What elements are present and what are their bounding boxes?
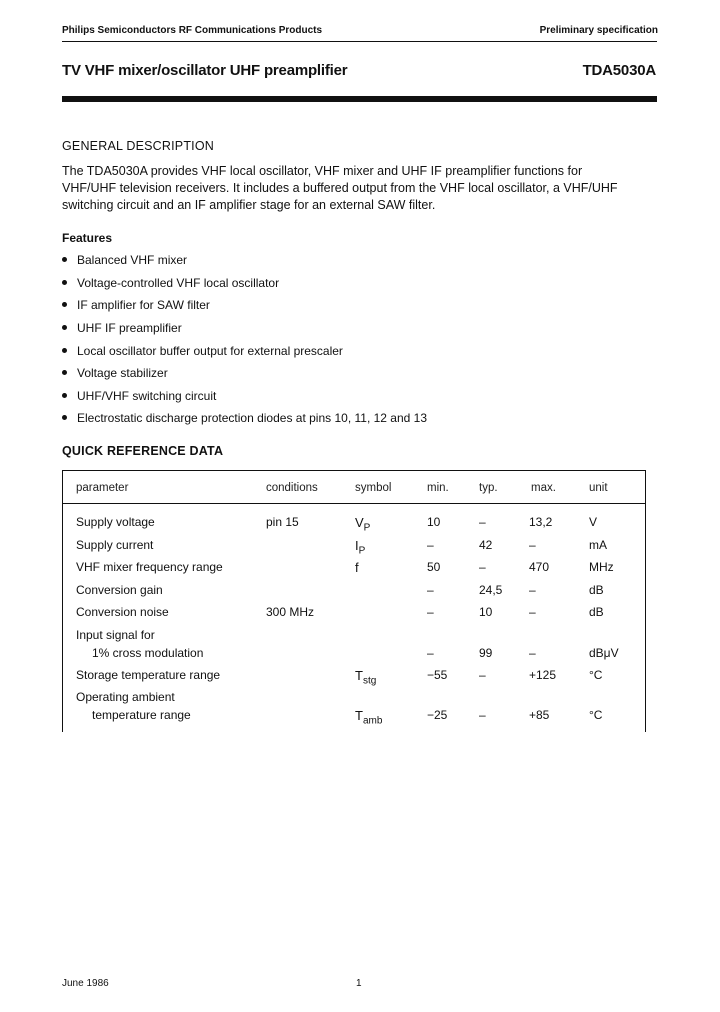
cell-parameter: Storage temperature range	[76, 668, 221, 682]
feature-item	[62, 321, 182, 335]
cell-unit: °C	[589, 668, 603, 682]
feature-text: UHF/VHF switching circuit	[77, 389, 217, 403]
table-header-rule	[63, 503, 645, 504]
cell-unit: MHz	[589, 560, 614, 574]
cell-min: 10	[427, 515, 441, 529]
cell-min: −55	[427, 668, 448, 682]
features-heading: Features	[62, 231, 113, 245]
column-header-typ: typ.	[479, 482, 498, 494]
feature-text: UHF IF preamplifier	[77, 321, 182, 335]
column-header-symbol: symbol	[355, 482, 392, 494]
bullet-icon	[62, 280, 67, 285]
quick-reference-table	[62, 470, 646, 732]
column-header-min: min.	[427, 482, 449, 494]
cell-symbol: $T_{stg}$	[355, 668, 377, 687]
feature-item	[62, 298, 210, 312]
bullet-icon	[62, 370, 67, 375]
cell-min: 50	[427, 560, 441, 574]
quick-reference-heading: QUICK REFERENCE DATA	[62, 444, 224, 458]
bullet-icon	[62, 393, 67, 398]
footer-date: June 1986	[62, 978, 109, 989]
cell-symbol: $T_{amb}$	[355, 708, 383, 727]
cell-parameter: Supply voltage	[76, 515, 155, 529]
cell-min: –	[427, 538, 434, 552]
feature-item	[62, 344, 343, 358]
cell-typ: –	[479, 560, 486, 574]
title-rule	[62, 96, 657, 102]
feature-item	[62, 276, 279, 290]
cell-typ: 24,5	[479, 583, 503, 597]
feature-text: Voltage stabilizer	[77, 366, 168, 380]
cell-parameter: VHF mixer frequency range	[76, 560, 223, 574]
cell-parameter-continued: temperature range	[92, 708, 191, 722]
part-number: TDA5030A	[582, 62, 656, 79]
header-status: Preliminary specification	[539, 25, 658, 36]
cell-parameter: Conversion gain	[76, 583, 163, 597]
cell-max: –	[529, 538, 536, 552]
column-header-max: max.	[531, 482, 556, 494]
cell-parameter: Operating ambient	[76, 690, 175, 704]
cell-parameter-continued: 1% cross modulation	[92, 646, 204, 660]
cell-parameter: Input signal for	[76, 628, 155, 642]
feature-item	[62, 253, 187, 267]
cell-typ: –	[479, 515, 486, 529]
column-header-unit: unit	[589, 482, 608, 494]
cell-unit: °C	[589, 708, 603, 722]
bullet-icon	[62, 257, 67, 262]
cell-min: −25	[427, 708, 448, 722]
cell-typ: –	[479, 668, 486, 682]
cell-min: –	[427, 646, 434, 660]
description-line: The TDA5030A provides VHF local oscillator, VHF mixer and UHF IF preamplifier functions for	[62, 164, 583, 178]
cell-max: –	[529, 583, 536, 597]
document-title: TV VHF mixer/oscillator UHF preamplifier	[62, 62, 348, 79]
cell-unit: dBμV	[589, 646, 619, 660]
feature-item	[62, 366, 168, 380]
feature-text: Electrostatic discharge protection diodes at pins 10, 11, 12 and 13	[77, 411, 427, 425]
cell-symbol: $V_P$	[355, 515, 371, 534]
description-line: switching circuit and an IF amplifier stage for an external SAW filter.	[62, 198, 436, 212]
cell-typ: –	[479, 708, 486, 722]
general-description-text	[62, 163, 662, 214]
description-line: VHF/UHF television receivers. It includes a buffered output from the VHF local oscillator, a VHF/UHF	[62, 181, 618, 195]
feature-text: Voltage-controlled VHF local oscillator	[77, 276, 280, 290]
cell-typ: 99	[479, 646, 493, 660]
cell-min: –	[427, 583, 434, 597]
general-description-heading: GENERAL DESCRIPTION	[62, 139, 214, 153]
cell-max: –	[529, 605, 536, 619]
bullet-icon	[62, 302, 67, 307]
cell-max: 13,2	[529, 515, 553, 529]
bullet-icon	[62, 348, 67, 353]
cell-max: 470	[529, 560, 550, 574]
column-header-conditions: conditions	[266, 482, 318, 494]
feature-text: IF amplifier for SAW filter	[77, 298, 210, 312]
header-rule	[62, 41, 657, 42]
cell-max: +125	[529, 668, 557, 682]
cell-conditions: 300 MHz	[266, 605, 315, 619]
feature-text: Balanced VHF mixer	[77, 253, 188, 267]
cell-unit: dB	[589, 583, 604, 597]
cell-min: –	[427, 605, 434, 619]
cell-parameter: Supply current	[76, 538, 154, 552]
cell-max: –	[529, 646, 536, 660]
column-header-parameter: parameter	[76, 482, 129, 494]
cell-symbol: $I_P$	[355, 538, 366, 557]
cell-parameter: Conversion noise	[76, 605, 169, 619]
feature-item	[62, 411, 427, 425]
cell-max: +85	[529, 708, 550, 722]
cell-conditions: pin 15	[266, 515, 299, 529]
feature-item	[62, 389, 216, 403]
bullet-icon	[62, 415, 67, 420]
cell-typ: 42	[479, 538, 493, 552]
feature-text: Local oscillator buffer output for external prescaler	[77, 344, 343, 358]
cell-unit: mA	[589, 538, 607, 552]
cell-unit: dB	[589, 605, 604, 619]
cell-unit: V	[589, 515, 598, 529]
header-company: Philips Semiconductors RF Communications Products	[62, 25, 323, 36]
bullet-icon	[62, 325, 67, 330]
page-number: 1	[356, 978, 362, 989]
cell-typ: 10	[479, 605, 493, 619]
cell-symbol: f	[355, 560, 359, 575]
